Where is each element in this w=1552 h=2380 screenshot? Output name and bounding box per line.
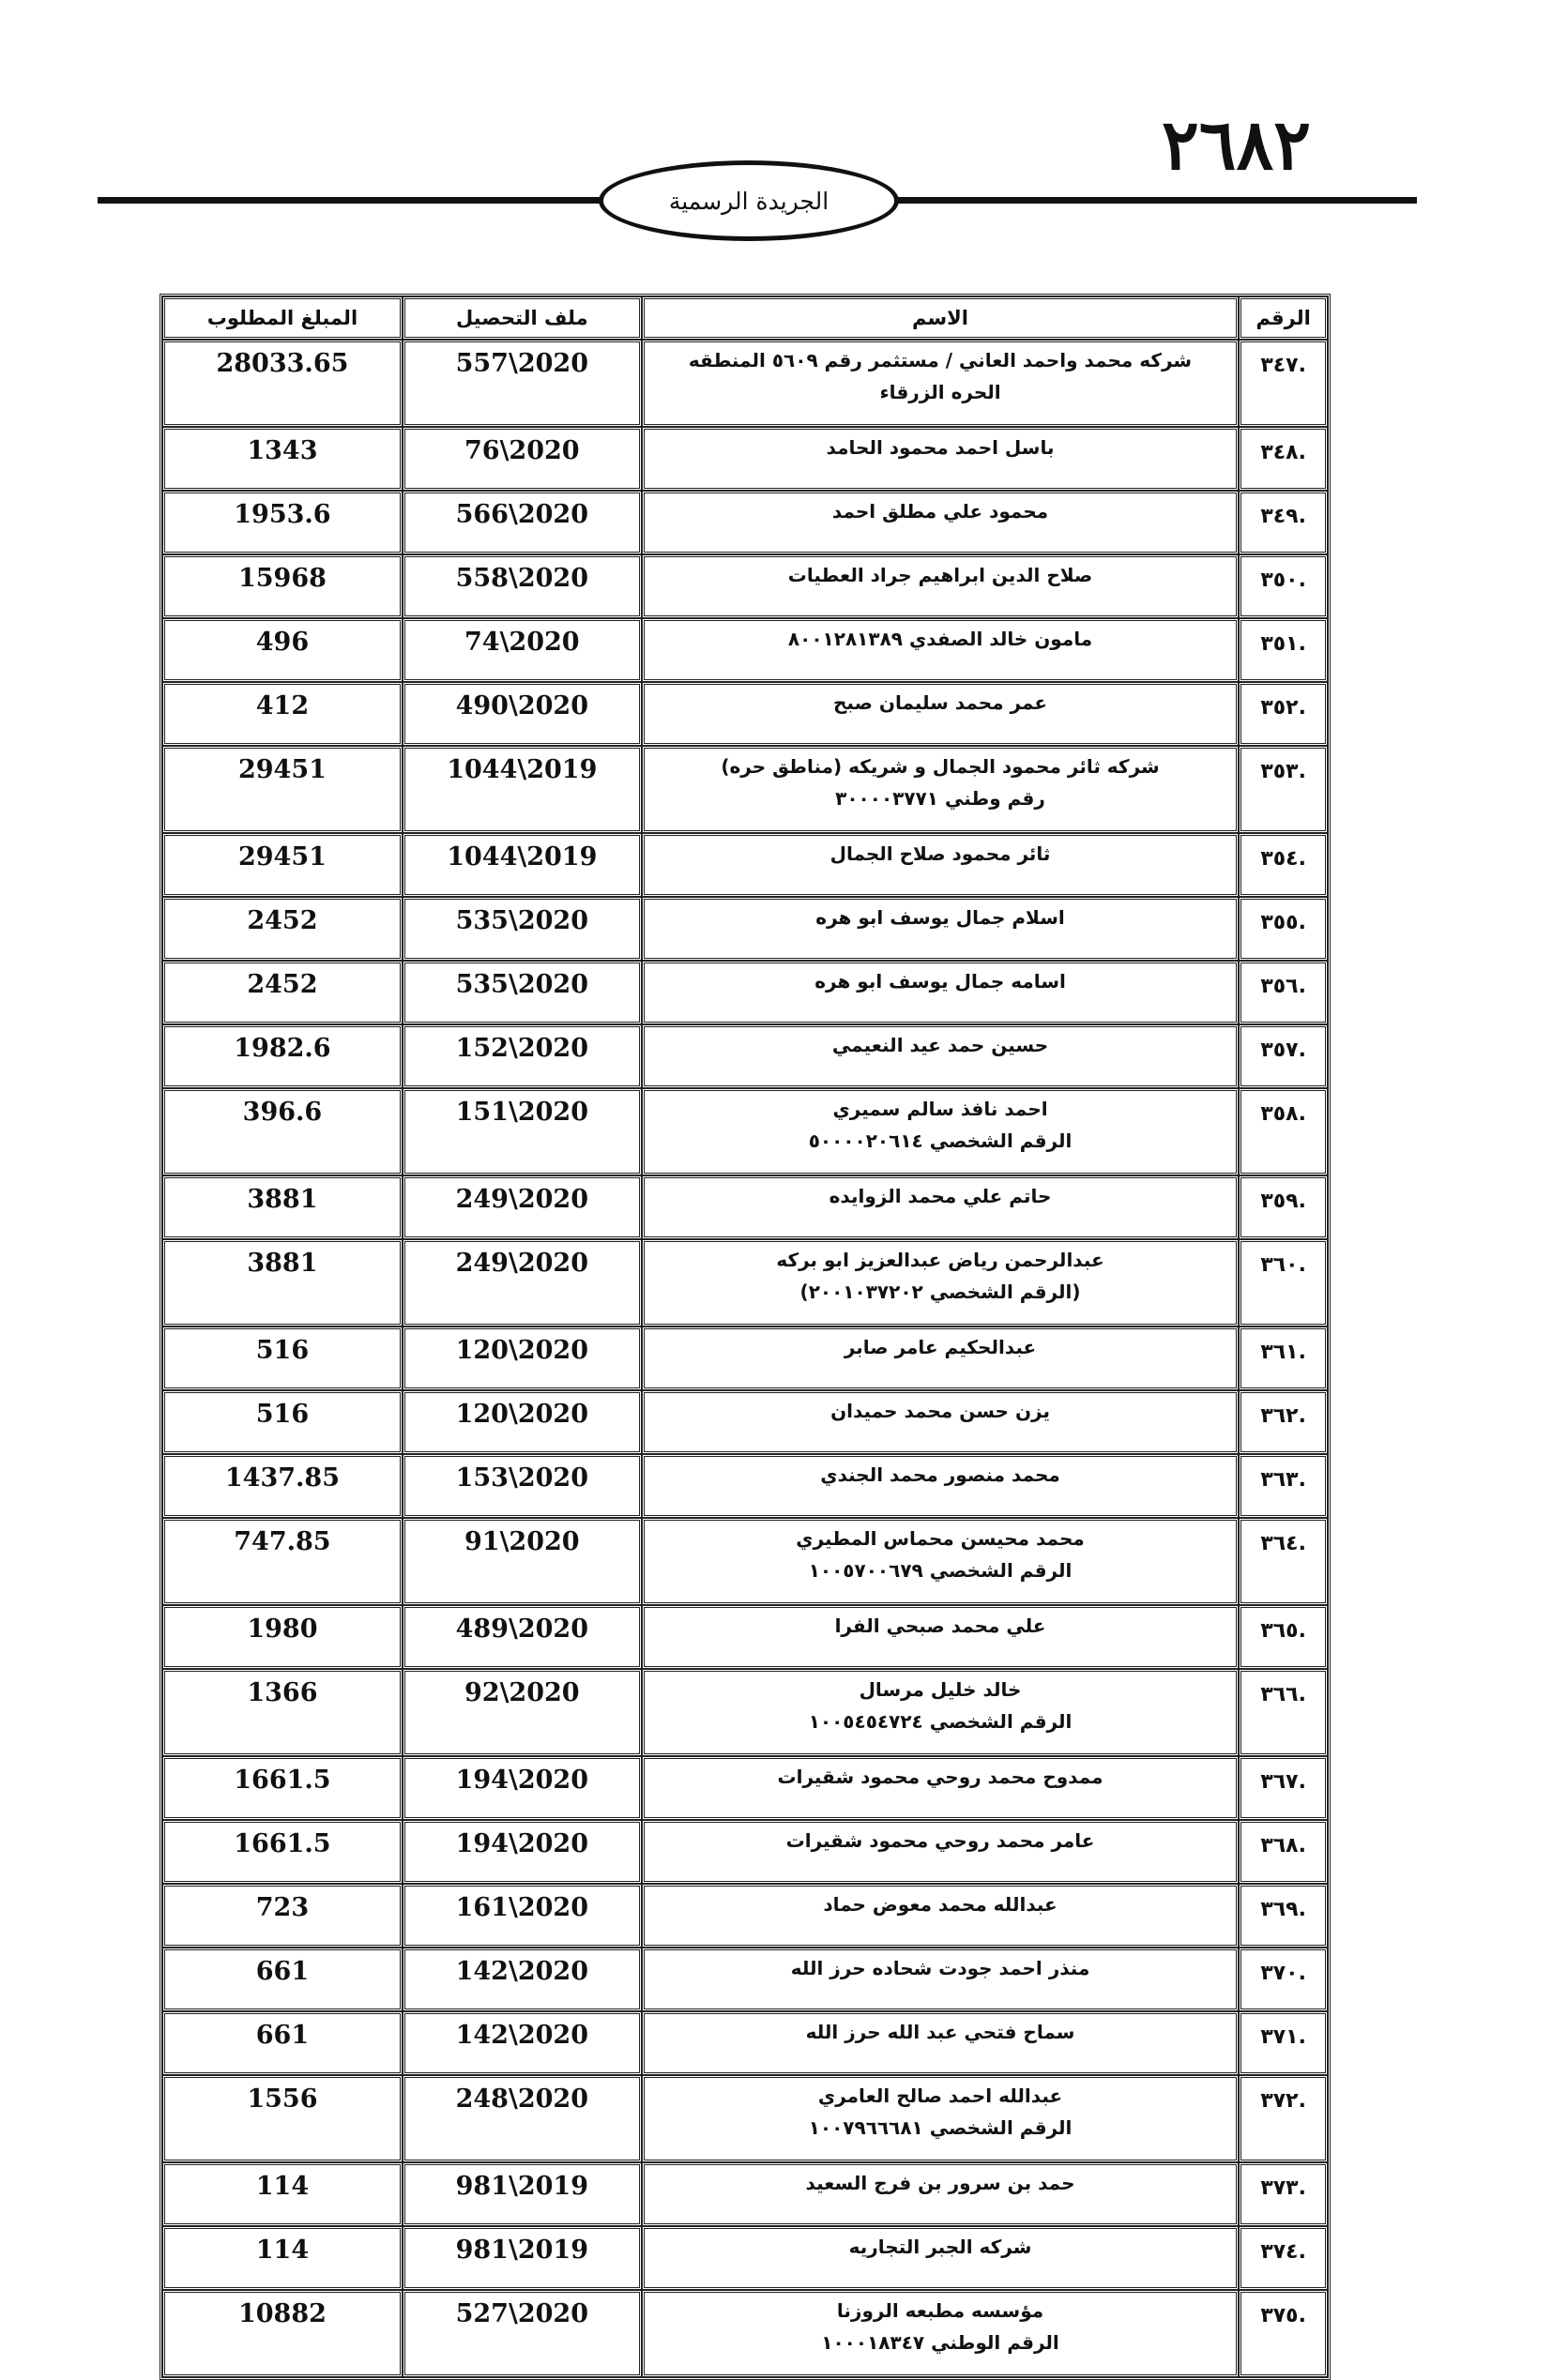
row-file: 535\2020: [403, 961, 642, 1024]
row-file: 92\2020: [403, 1669, 642, 1756]
row-file: 120\2020: [403, 1390, 642, 1454]
row-file: 489\2020: [403, 1605, 642, 1669]
row-file: 557\2020: [403, 340, 642, 427]
table-row: [162, 554, 1328, 618]
row-file: 91\2020: [403, 1518, 642, 1605]
row-file: 248\2020: [403, 2075, 642, 2162]
row-file: 142\2020: [403, 2011, 642, 2075]
row-name-line: عبدالرحمن رياض عبدالعزيز ابو بركه: [776, 1249, 1104, 1271]
row-amount: 1366: [162, 1669, 403, 1756]
row-name-line: رقم وطني ٣٠٠٠٠٣٧٧١: [835, 787, 1045, 810]
row-number: .٣٥٤: [1239, 833, 1328, 897]
table-row: [162, 746, 1328, 833]
table-row: [162, 2162, 1328, 2226]
row-amount: 1661.5: [162, 1820, 403, 1884]
row-file: 535\2020: [403, 897, 642, 961]
row-amount: 3881: [162, 1239, 403, 1326]
row-file: 249\2020: [403, 1239, 642, 1326]
row-file: 194\2020: [403, 1820, 642, 1884]
column-header-number: الرقم: [1239, 296, 1328, 340]
row-name-line: الرقم الشخصي ٥٠٠٠٠٢٠٦١٤: [808, 1129, 1073, 1152]
table-row: [162, 1239, 1328, 1326]
row-name-line: اسامه جمال يوسف ابو هره: [814, 970, 1066, 993]
row-amount: 2452: [162, 897, 403, 961]
row-name-line: مؤسسه مطبعه الروزنا: [836, 2299, 1044, 2322]
row-name-line: حمد بن سرور بن فرج السعيد: [805, 2172, 1075, 2194]
row-number: .٣٦٢: [1239, 1390, 1328, 1454]
row-file: 981\2019: [403, 2162, 642, 2226]
table-row: [162, 2290, 1328, 2377]
row-amount: 1980: [162, 1605, 403, 1669]
row-amount: 15968: [162, 554, 403, 618]
row-amount: 1953.6: [162, 491, 403, 554]
row-name-line: محمد محيسن محماس المطيري: [796, 1527, 1085, 1550]
gazette-title-oval: [599, 160, 899, 241]
row-name: [642, 1390, 1240, 1454]
row-name-line: خالد خليل مرسال: [859, 1678, 1022, 1701]
row-name: [642, 1326, 1240, 1390]
row-number: .٣٦٨: [1239, 1820, 1328, 1884]
row-name: [642, 491, 1240, 554]
row-amount: 661: [162, 1948, 403, 2011]
row-number: .٣٥١: [1239, 618, 1328, 682]
column-header-amount: المبلغ المطلوب: [162, 296, 403, 340]
table-row: [162, 1820, 1328, 1884]
row-number: .٣٤٧: [1239, 340, 1328, 427]
row-amount: 1556: [162, 2075, 403, 2162]
table-row: [162, 2226, 1328, 2290]
row-name: [642, 2290, 1240, 2377]
table-row: [162, 1605, 1328, 1669]
table-row: [162, 1024, 1328, 1088]
table-row: [162, 340, 1328, 427]
row-name: [642, 2162, 1240, 2226]
row-name: [642, 2011, 1240, 2075]
table-row: [162, 1518, 1328, 1605]
row-file: 76\2020: [403, 427, 642, 491]
row-name: [642, 1175, 1240, 1239]
row-amount: 3881: [162, 1175, 403, 1239]
row-number: .٣٦١: [1239, 1326, 1328, 1390]
row-name-line: شركه ثائر محمود الجمال و شريكه (مناطق حره): [721, 755, 1160, 778]
table-row: [162, 833, 1328, 897]
row-name: [642, 1024, 1240, 1088]
row-name-line: باسل احمد محمود الحامد: [826, 436, 1055, 459]
row-name: [642, 2226, 1240, 2290]
row-amount: 28033.65: [162, 340, 403, 427]
table-body: [162, 340, 1328, 2377]
row-name: [642, 1820, 1240, 1884]
row-name-line: مامون خالد الصفدي ٨٠٠١٢٨١٣٨٩: [787, 628, 1093, 650]
row-name-line: محمود علي مطلق احمد: [831, 500, 1049, 523]
row-name: [642, 1088, 1240, 1175]
table-header-row: [162, 296, 1328, 340]
row-name: [642, 1605, 1240, 1669]
row-amount: 396.6: [162, 1088, 403, 1175]
row-name-line: عبدالله احمد صالح العامري: [817, 2084, 1063, 2107]
row-name: [642, 1669, 1240, 1756]
row-name: [642, 897, 1240, 961]
row-amount: 29451: [162, 833, 403, 897]
table-row: [162, 1088, 1328, 1175]
row-file: 74\2020: [403, 618, 642, 682]
row-amount: 1661.5: [162, 1756, 403, 1820]
row-number: .٣٤٩: [1239, 491, 1328, 554]
row-name-line: صلاح الدين ابراهيم جراد العطيات: [787, 564, 1093, 586]
table-row: [162, 618, 1328, 682]
row-file: 194\2020: [403, 1756, 642, 1820]
row-name-line: سماح فتحي عبد الله حرز الله: [805, 2021, 1075, 2043]
row-number: .٣٧٠: [1239, 1948, 1328, 2011]
row-number: .٣٤٨: [1239, 427, 1328, 491]
row-name: [642, 1884, 1240, 1948]
table-row: [162, 682, 1328, 746]
row-name-line: شركه محمد واحمد العاني / مستثمر رقم ٥٦٠٩ المنطقه: [688, 349, 1193, 371]
row-file: 120\2020: [403, 1326, 642, 1390]
row-name: [642, 1454, 1240, 1518]
table-row: [162, 1390, 1328, 1454]
row-name: [642, 682, 1240, 746]
row-name-line: الرقم الشخصي ١٠٠٥٤٥٤٧٢٤: [808, 1710, 1073, 1733]
row-name-line: حاتم علي محمد الزوايده: [829, 1185, 1052, 1207]
row-name: [642, 427, 1240, 491]
row-number: .٣٦٤: [1239, 1518, 1328, 1605]
row-name: [642, 1756, 1240, 1820]
row-number: .٣٥٠: [1239, 554, 1328, 618]
row-name-line: عامر محمد روحي محمود شقيرات: [785, 1829, 1095, 1852]
row-file: 527\2020: [403, 2290, 642, 2377]
row-name-line: حسين حمد عيد النعيمي: [831, 1034, 1049, 1056]
row-file: 558\2020: [403, 554, 642, 618]
row-amount: 114: [162, 2162, 403, 2226]
row-name-line: اسلام جمال يوسف ابو هره: [815, 906, 1065, 929]
row-number: .٣٦٥: [1239, 1605, 1328, 1669]
table-row: [162, 961, 1328, 1024]
row-amount: 10882: [162, 2290, 403, 2377]
row-name-line: احمد نافذ سالم سميري: [832, 1098, 1048, 1120]
row-file: 152\2020: [403, 1024, 642, 1088]
table-row: [162, 2075, 1328, 2162]
row-name: [642, 340, 1240, 427]
row-name-line: منذر احمد جودت شحاده حرز الله: [790, 1957, 1090, 1979]
row-number: .٣٥٦: [1239, 961, 1328, 1024]
row-number: .٣٧٢: [1239, 2075, 1328, 2162]
table-row: [162, 1884, 1328, 1948]
row-amount: 2452: [162, 961, 403, 1024]
row-amount: 29451: [162, 746, 403, 833]
table-row: [162, 897, 1328, 961]
column-header-file: ملف التحصيل: [403, 296, 642, 340]
table-row: [162, 1948, 1328, 2011]
table-row: [162, 491, 1328, 554]
row-file: 1044\2019: [403, 833, 642, 897]
row-file: 981\2019: [403, 2226, 642, 2290]
row-name-line: محمد منصور محمد الجندي: [820, 1463, 1060, 1486]
table-row: [162, 427, 1328, 491]
row-amount: 661: [162, 2011, 403, 2075]
row-name: [642, 1518, 1240, 1605]
table-row: [162, 1756, 1328, 1820]
row-name-line: عبدالله محمد معوض حماد: [823, 1893, 1057, 1916]
row-name-line: عبدالحكيم عامر صابر: [844, 1336, 1037, 1358]
row-name: [642, 618, 1240, 682]
row-name-line: ممدوح محمد روحي محمود شقيرات: [777, 1766, 1103, 1788]
table-row: [162, 1175, 1328, 1239]
row-number: .٣٥٥: [1239, 897, 1328, 961]
row-file: 1044\2019: [403, 746, 642, 833]
row-name-line: علي محمد صبحي الفرا: [834, 1614, 1046, 1637]
page-number: ٢٦٨٢: [1162, 105, 1311, 186]
row-name: [642, 1239, 1240, 1326]
row-name-line: ثائر محمود صلاح الجمال: [829, 842, 1051, 865]
table-row: [162, 1669, 1328, 1756]
row-number: .٣٧٤: [1239, 2226, 1328, 2290]
row-amount: 1982.6: [162, 1024, 403, 1088]
row-file: 153\2020: [403, 1454, 642, 1518]
row-name-line: شركه الجبر التجاريه: [848, 2236, 1032, 2258]
row-amount: 723: [162, 1884, 403, 1948]
table-row: [162, 1326, 1328, 1390]
row-number: .٣٦٦: [1239, 1669, 1328, 1756]
row-amount: 516: [162, 1390, 403, 1454]
row-amount: 1437.85: [162, 1454, 403, 1518]
row-number: .٣٥٣: [1239, 746, 1328, 833]
row-number: .٣٦٧: [1239, 1756, 1328, 1820]
row-amount: 412: [162, 682, 403, 746]
row-number: .٣٦٩: [1239, 1884, 1328, 1948]
row-file: 249\2020: [403, 1175, 642, 1239]
table-row: [162, 1454, 1328, 1518]
row-number: .٣٥٢: [1239, 682, 1328, 746]
row-number: .٣٦٣: [1239, 1454, 1328, 1518]
row-file: 161\2020: [403, 1884, 642, 1948]
row-name-line: الحره الزرقاء: [879, 381, 1001, 403]
row-file: 142\2020: [403, 1948, 642, 2011]
row-number: .٣٧٣: [1239, 2162, 1328, 2226]
amounts-table: [160, 294, 1331, 2380]
row-file: 151\2020: [403, 1088, 642, 1175]
row-amount: 747.85: [162, 1518, 403, 1605]
row-number: .٣٧١: [1239, 2011, 1328, 2075]
row-number: .٣٥٨: [1239, 1088, 1328, 1175]
row-name: [642, 961, 1240, 1024]
row-name: [642, 1948, 1240, 2011]
row-name: [642, 2075, 1240, 2162]
amounts-table-wrapper: [160, 294, 1331, 2380]
row-name: [642, 746, 1240, 833]
row-number: .٣٥٩: [1239, 1175, 1328, 1239]
row-file: 490\2020: [403, 682, 642, 746]
row-number: .٣٥٧: [1239, 1024, 1328, 1088]
row-amount: 496: [162, 618, 403, 682]
row-name-line: الرقم الوطني ١٠٠٠١٨٣٤٧: [821, 2331, 1059, 2354]
table-row: [162, 2011, 1328, 2075]
row-name-line: (الرقم الشخصي ٢٠٠١٠٣٧٢٠٢): [799, 1281, 1081, 1303]
row-number: .٣٦٠: [1239, 1239, 1328, 1326]
row-amount: 1343: [162, 427, 403, 491]
column-header-name: الاسم: [642, 296, 1240, 340]
row-name-line: عمر محمد سليمان صبح: [833, 691, 1048, 714]
row-name-line: الرقم الشخصي ١٠٠٥٧٠٠٦٧٩: [808, 1559, 1073, 1582]
row-name-line: الرقم الشخصي ١٠٠٧٩٦٦٦٨١: [808, 2116, 1073, 2139]
gazette-title: الجريدة الرسمية: [668, 187, 829, 215]
row-amount: 114: [162, 2226, 403, 2290]
row-number: .٣٧٥: [1239, 2290, 1328, 2377]
row-name: [642, 554, 1240, 618]
row-file: 566\2020: [403, 491, 642, 554]
row-name: [642, 833, 1240, 897]
row-amount: 516: [162, 1326, 403, 1390]
row-name-line: يزن حسن محمد حميدان: [830, 1400, 1050, 1422]
